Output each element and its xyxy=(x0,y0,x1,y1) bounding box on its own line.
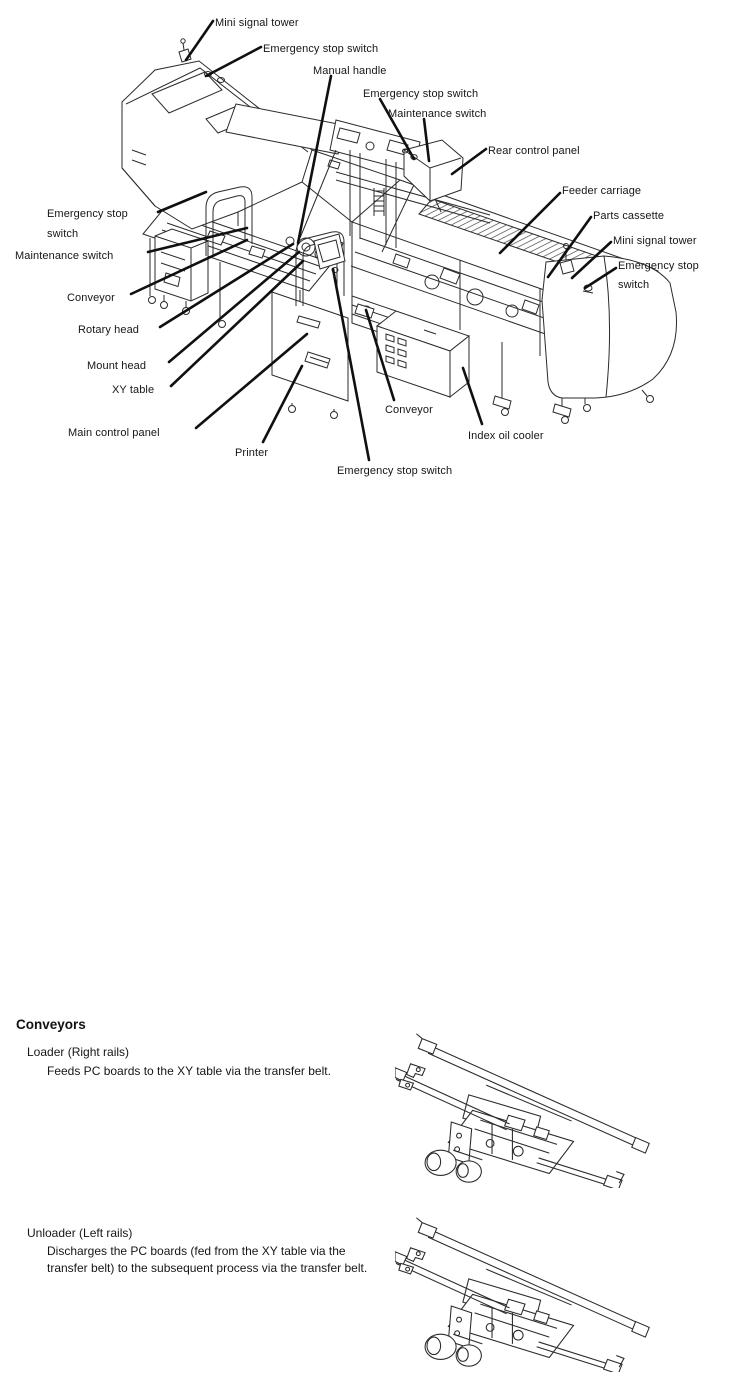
label-emergency-stop-switch-right: Emergency stop switch xyxy=(618,260,699,291)
label-emergency-stop-switch-left: Emergency stop switch xyxy=(47,208,128,240)
arches-and-cabinet xyxy=(206,187,348,419)
label-rear-control-panel: Rear control panel xyxy=(488,145,580,157)
unloader-figure xyxy=(395,1210,657,1372)
label-printer: Printer xyxy=(235,447,269,459)
loader-title: Loader (Right rails) xyxy=(27,1045,130,1059)
label-mini-signal-tower-right: Mini signal tower xyxy=(613,235,697,247)
label-xy-table: XY table xyxy=(112,384,155,396)
label-index-oil-cooler: Index oil cooler xyxy=(468,430,544,442)
label-main-control-panel: Main control panel xyxy=(68,427,160,439)
label-conveyor-left: Conveyor xyxy=(67,292,115,304)
label-mini-signal-tower-top: Mini signal tower xyxy=(215,17,299,29)
label-mount-head: Mount head xyxy=(87,360,147,372)
unloader-title: Unloader (Left rails) xyxy=(27,1226,133,1240)
conveyors-heading: Conveyors xyxy=(16,1017,86,1032)
main-control-panel-screen xyxy=(314,234,345,269)
label-emergency-stop-switch-top: Emergency stop switch xyxy=(263,43,379,55)
label-maintenance-switch-upper: Maintenance switch xyxy=(388,108,487,120)
label-manual-handle: Manual handle xyxy=(313,65,387,77)
label-emergency-stop-switch-upper: Emergency stop switch xyxy=(363,88,479,100)
mini-signal-tower-top-part xyxy=(179,39,191,62)
loader-description: Feeds PC boards to the XY table via the transfer belt. xyxy=(47,1064,331,1078)
label-feeder-carriage: Feeder carriage xyxy=(562,185,642,197)
label-conveyor-right: Conveyor xyxy=(385,404,433,416)
label-rotary-head: Rotary head xyxy=(78,324,140,336)
label-parts-cassette: Parts cassette xyxy=(593,210,665,222)
label-emergency-stop-switch-bottom: Emergency stop switch xyxy=(337,465,453,477)
unloader-description: Discharges the PC boards (fed from the XY table via the transfer belt) to the subsequent process via the transfer belt. xyxy=(47,1244,368,1275)
loader-figure xyxy=(395,1026,657,1188)
label-maintenance-switch-left: Maintenance switch xyxy=(15,250,114,262)
